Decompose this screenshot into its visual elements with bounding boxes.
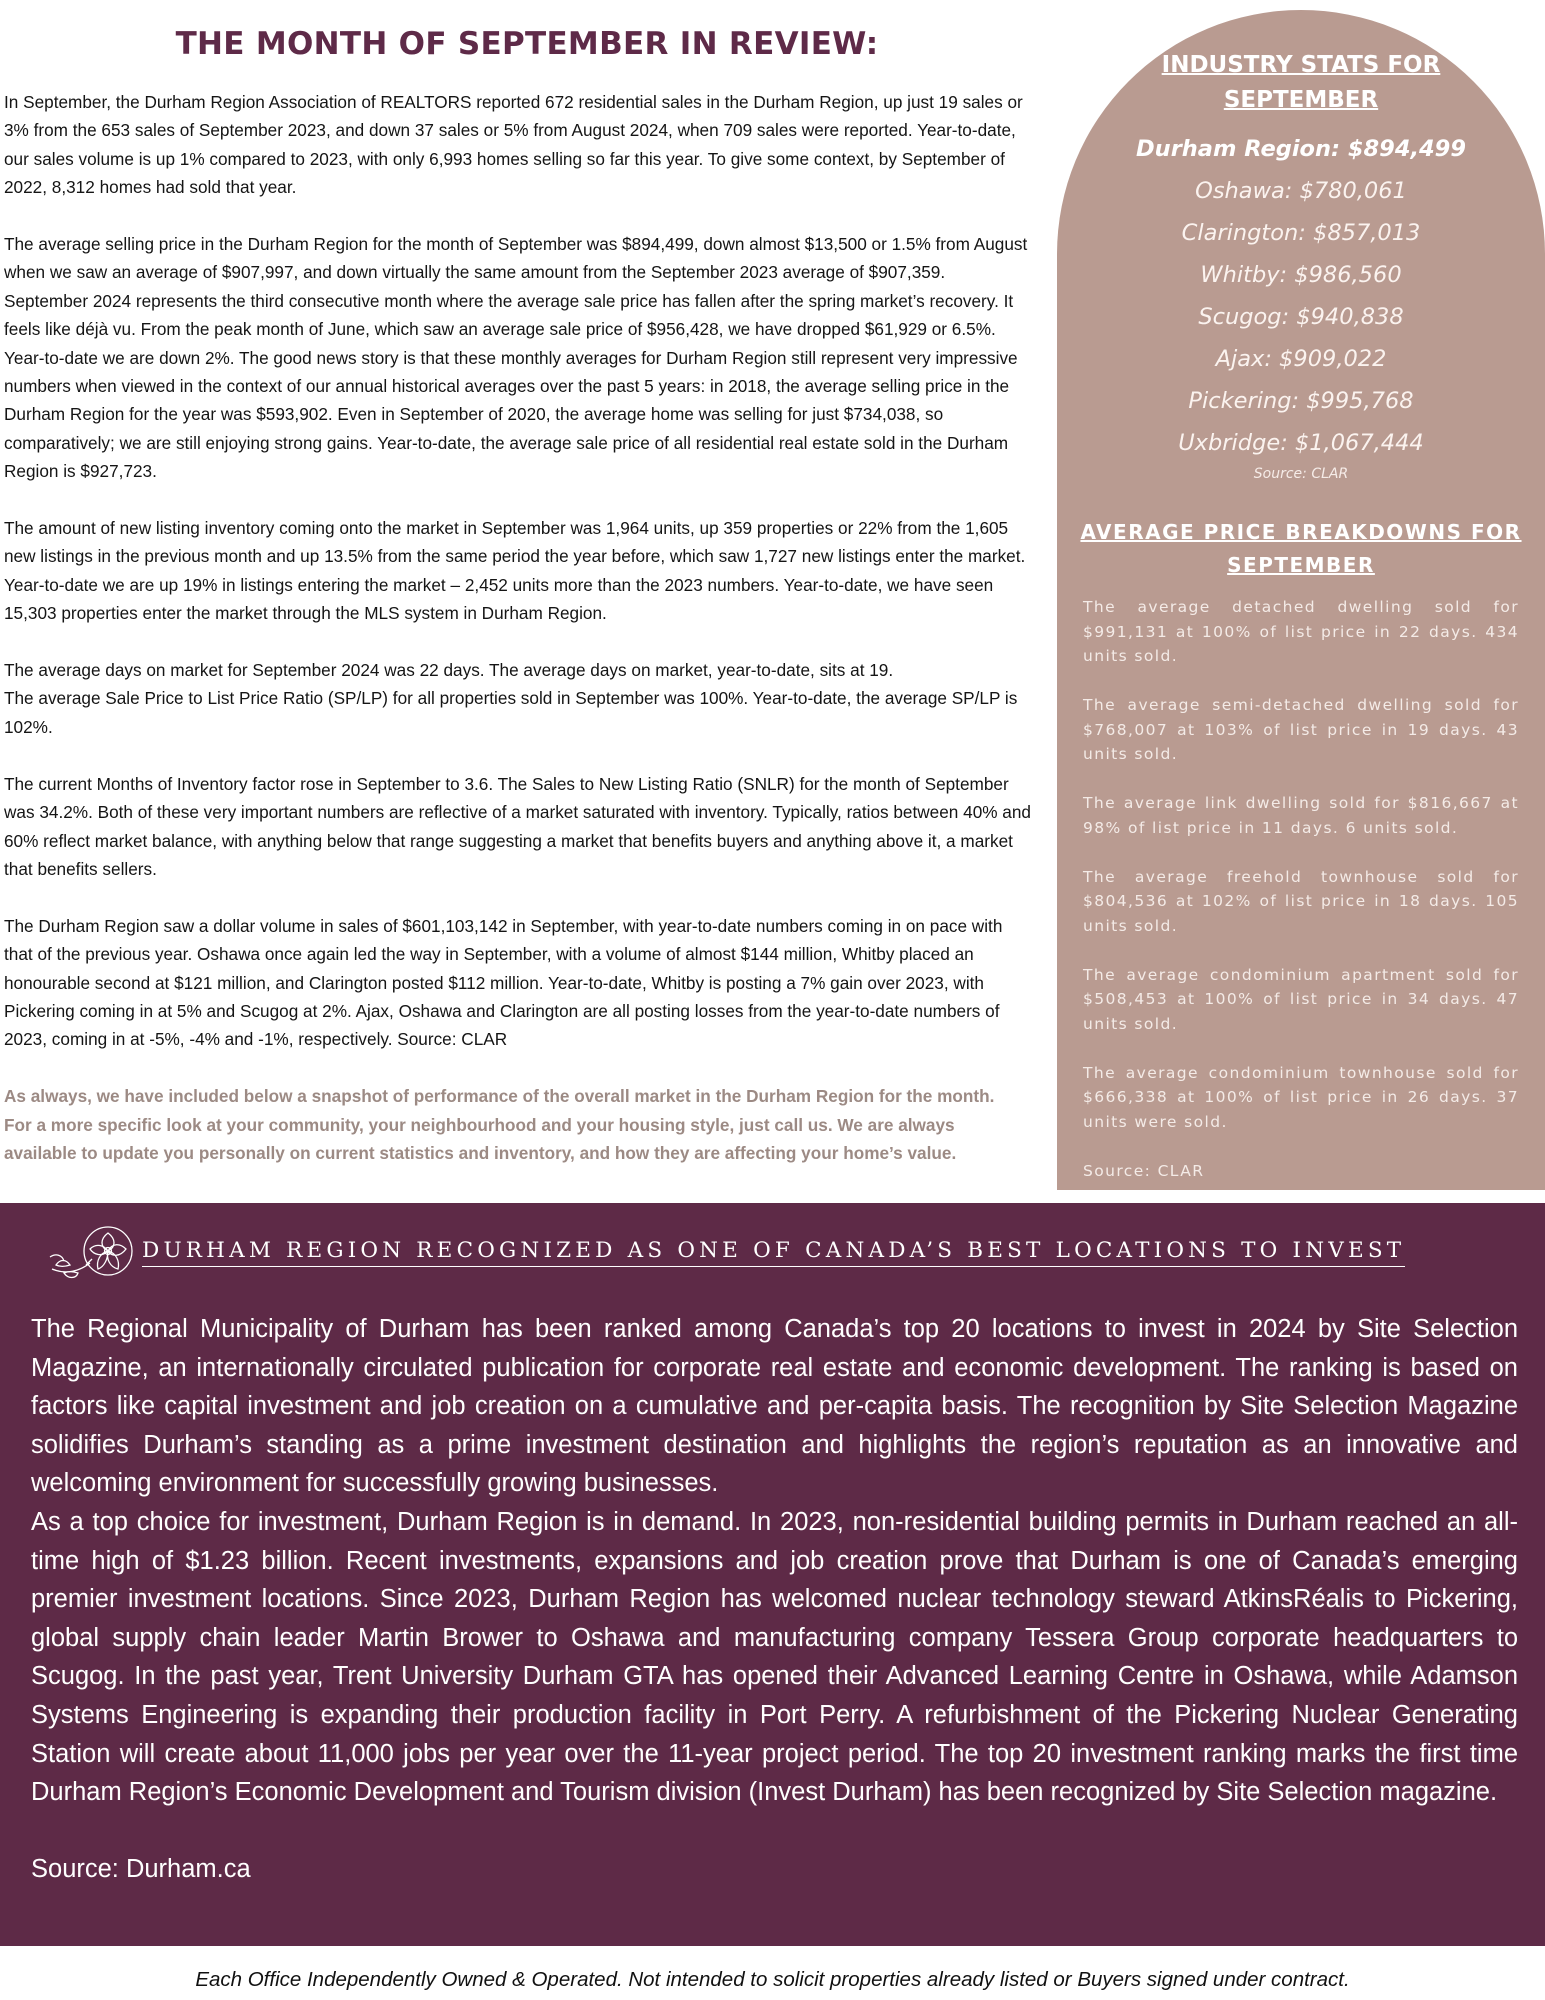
breakdown-link: The average link dwelling sold for $816,667 at 98% of list price in 11 days. 6 units sold.: [1083, 794, 1519, 837]
sales-paragraph: [4, 88, 1050, 202]
industry-stats-list: [1057, 128, 1545, 484]
text-line: when we saw an average of $907,997, and down virtually the same amount from the September 2023 average of $907,359.: [4, 262, 946, 283]
closing-note: [4, 1082, 1050, 1167]
breakdown-semi-detached: The average semi-detached dwelling sold for $768,007 at 103% of list price in 19 days. 43 units sold.: [1083, 696, 1519, 763]
text-line: The current Months of Inventory factor rose in September to 3.6. The Sales to New Listing Ratio (SNLR) for the month of September: [4, 773, 1009, 794]
dollar-volume-paragraph: [4, 912, 1050, 1054]
investment-feature-panel: [0, 1203, 1545, 1946]
stat-oshawa: Oshawa: $780,061: [1195, 178, 1407, 204]
breakdown-condo-townhouse: The average condominium townhouse sold for $666,338 at 100% of list price in 26 days. 37 units were sold.: [1083, 1063, 1519, 1131]
text-line: Year-to-date we are up 19% in listings entering the market – 2,452 units more than the 2023 numbers. Year-to-date, we have seen: [4, 574, 994, 595]
stats-sidebar: [1057, 10, 1545, 1190]
text-line: was 34.2%. Both of these very important numbers are reflective of a market saturated with inventory. Typically, ratios between 40% and: [4, 802, 1031, 823]
text-line: feels like déjà vu. From the peak month of June, which saw an average sale price of $956,428, we have dropped $61,929 or 6.5%.: [4, 319, 996, 340]
stat-pickering: Pickering: $995,768: [1188, 388, 1414, 414]
text-line: The average Sale Price to List Price Ratio (SP/LP) for all properties sold in September was 100%. Year-to-date, the average SP/LP is: [4, 688, 1018, 709]
feature-paragraph: As a top choice for investment, Durham Region is in demand. In 2023, non-residential building permits in Durham reached an all-time high of $1.23 billion. Recent investments, expansions and job creation prove that Durham is one of Canada’s emerging premier investment locations. Since 2023, Durham Region has welcomed nuclear technology steward AtkinsRéalis to Pickering, global supply chain leader Martin Brower to Oshawa and manufacturing company Tessera Group corporate headquarters to Scugog. In the past year, Trent University Durham GTA has opened their Advanced Learning Centre in Oshawa, while Adamson Systems Engineering is expanding their production facility in Port Perry. A refurbishment of the Pickering Nuclear Generating Station will create about 11,000 jobs per year over the 11-year project period. The top 20 investment ranking marks the first time Durham Region’s Economic Development and Tourism division (Invest Durham) has been recognized by Site Selection magazine.: [31, 1507, 1518, 1807]
text-line: 102%.: [4, 716, 53, 737]
stats-source: Source: CLAR: [1253, 466, 1349, 482]
stat-scugog: Scugog: $940,838: [1198, 304, 1404, 330]
text-line: Region is $927,723.: [4, 461, 157, 482]
text-line: The Durham Region saw a dollar volume in sales of $601,103,142 in September, with year-to-date numbers coming in on pace with: [4, 915, 1003, 936]
text-line: honourable second at $121 million, and Clarington posted $112 million. Year-to-date, Whitby is posting a 7% gain over 2023, with: [4, 972, 984, 993]
text-line: In September, the Durham Region Association of REALTORS reported 672 residential sales in the Durham Region, up just 19 sales or: [4, 92, 1023, 112]
page-title: THE MONTH OF SEPTEMBER IN REVIEW:: [175, 26, 879, 62]
text-line: As always, we have included below a snapshot of performance of the overall market in the Durham Region for the month.: [4, 1086, 995, 1107]
text-line: 15,303 properties enter the market through the MLS system in Durham Region.: [4, 603, 607, 624]
inventory-paragraph: [4, 514, 1050, 628]
text-line: 60% reflect market balance, with anything below that range suggesting a market that benefits buyers and anything above it, a market: [4, 830, 1013, 851]
market-review-column: [4, 26, 1050, 1167]
text-line: Durham Region for the year was $593,902. Even in September of 2020, the average home was selling for just $734,038, so: [4, 404, 944, 425]
text-line: Pickering coming in at 5% and Scugog at 2%. Ajax, Oshawa and Clarington are all posting losses from the year-to-date numbers of: [4, 1000, 1000, 1021]
text-line: The average selling price in the Durham Region for the month of September was $894,499, down almost $13,500 or 1.5% from August: [4, 234, 1028, 255]
breakdown-freehold-townhouse: The average freehold townhouse sold for $804,536 at 102% of list price in 18 days. 105 units sold.: [1083, 867, 1519, 935]
text-line: Year-to-date we are down 2%. The good news story is that these monthly averages for Durham Region still represent very impressive: [4, 347, 1018, 368]
text-line: 2022, 8,312 homes had sold that year.: [4, 177, 297, 198]
stat-durham-region: Durham Region: $894,499: [1136, 136, 1466, 162]
price-paragraph: [4, 230, 1050, 486]
text-line: The average days on market for September 2024 was 22 days. The average days on market, year-to-date, sits at 19.: [4, 660, 894, 681]
feature-header: [46, 1219, 1405, 1285]
feature-paragraph: The Regional Municipality of Durham has been ranked among Canada’s top 20 locations to invest in 2024 by Site Selection Magazine, an internationally circulated publication for corporate real estate and economic development. The ranking is based on factors like capital investment and job creation on a cumulative and per-capita basis. The recognition by Site Selection Magazine solidifies Durham’s standing as a prime investment destination and highlights the region’s reputation as an innovative and welcoming environment for successfully growing businesses.: [31, 1315, 1518, 1498]
inventory-ratio-paragraph: [4, 770, 1050, 884]
breakdown-condo-apartment: The average condominium apartment sold for $508,453 at 100% of list price in 34 days. 47 units sold.: [1083, 965, 1519, 1033]
text-line: 2023, coming in at -5%, -4% and -1%, respectively. Source: CLAR: [4, 1029, 508, 1050]
feature-body: [31, 1310, 1518, 1889]
text-line: new listings in the previous month and up 13.5% from the same period the year before, which saw 1,727 new listings enter the market.: [4, 546, 1026, 567]
stat-clarington: Clarington: $857,013: [1181, 220, 1421, 246]
stat-uxbridge: Uxbridge: $1,067,444: [1178, 430, 1424, 456]
footer-disclaimer: Each Office Independently Owned & Operated. Not intended to solicit properties already listed or Buyers signed under contract.: [195, 1968, 1350, 1991]
feature-title: DURHAM REGION RECOGNIZED AS ONE OF CANADA’S BEST LOCATIONS TO INVEST: [142, 1238, 1405, 1267]
stat-whitby: Whitby: $986,560: [1200, 262, 1402, 288]
text-line: 3% from the 653 sales of September 2023, and down 37 sales or 5% from August 2024, when 709 sales were reported. Year-to-date,: [4, 120, 1016, 141]
flower-icon: [46, 1219, 142, 1285]
stat-ajax: Ajax: $909,022: [1215, 346, 1387, 372]
breakdown-source: Source: CLAR: [1083, 1161, 1205, 1180]
breakdown-detached: The average detached dwelling sold for $991,131 at 100% of list price in 22 days. 434 units sold.: [1083, 598, 1519, 665]
text-line: our sales volume is up 1% compared to 2023, with only 6,993 homes selling so far this year. To give some context, by September of: [4, 148, 1005, 169]
industry-stats-title: INDUSTRY STATS FOR SEPTEMBER: [1161, 52, 1441, 113]
text-line: that benefits sellers.: [4, 858, 157, 879]
feature-source: Source: Durham.ca: [31, 1855, 251, 1884]
price-breakdown-title: AVERAGE PRICE BREAKDOWNS FOR SEPTEMBER: [1080, 520, 1522, 577]
text-line: available to update you personally on current statistics and inventory, and how they are affecting your home’s value.: [4, 1142, 957, 1163]
days-on-market-paragraph: [4, 656, 1050, 741]
text-line: September 2024 represents the third consecutive month where the average sale price has fallen after the spring market’s recovery. It: [4, 290, 1014, 311]
text-line: The amount of new listing inventory coming onto the market in September was 1,964 units, up 359 properties or 22% from the 1,605: [4, 518, 1009, 539]
price-breakdown-list: [1083, 595, 1519, 1183]
text-line: For a more specific look at your community, your neighbourhood and your housing style, just call us. We are always: [4, 1114, 955, 1135]
text-line: that of the previous year. Oshawa once again led the way in September, with a volume of almost $144 million, Whitby placed an: [4, 944, 974, 965]
text-line: comparatively; we are still enjoying strong gains. Year-to-date, the average sale price of all residential real estate sold in the Durham: [4, 432, 1009, 453]
text-line: numbers when viewed in the context of our annual historical averages over the past 5 years: in 2018, the average selling price in the: [4, 376, 1010, 397]
